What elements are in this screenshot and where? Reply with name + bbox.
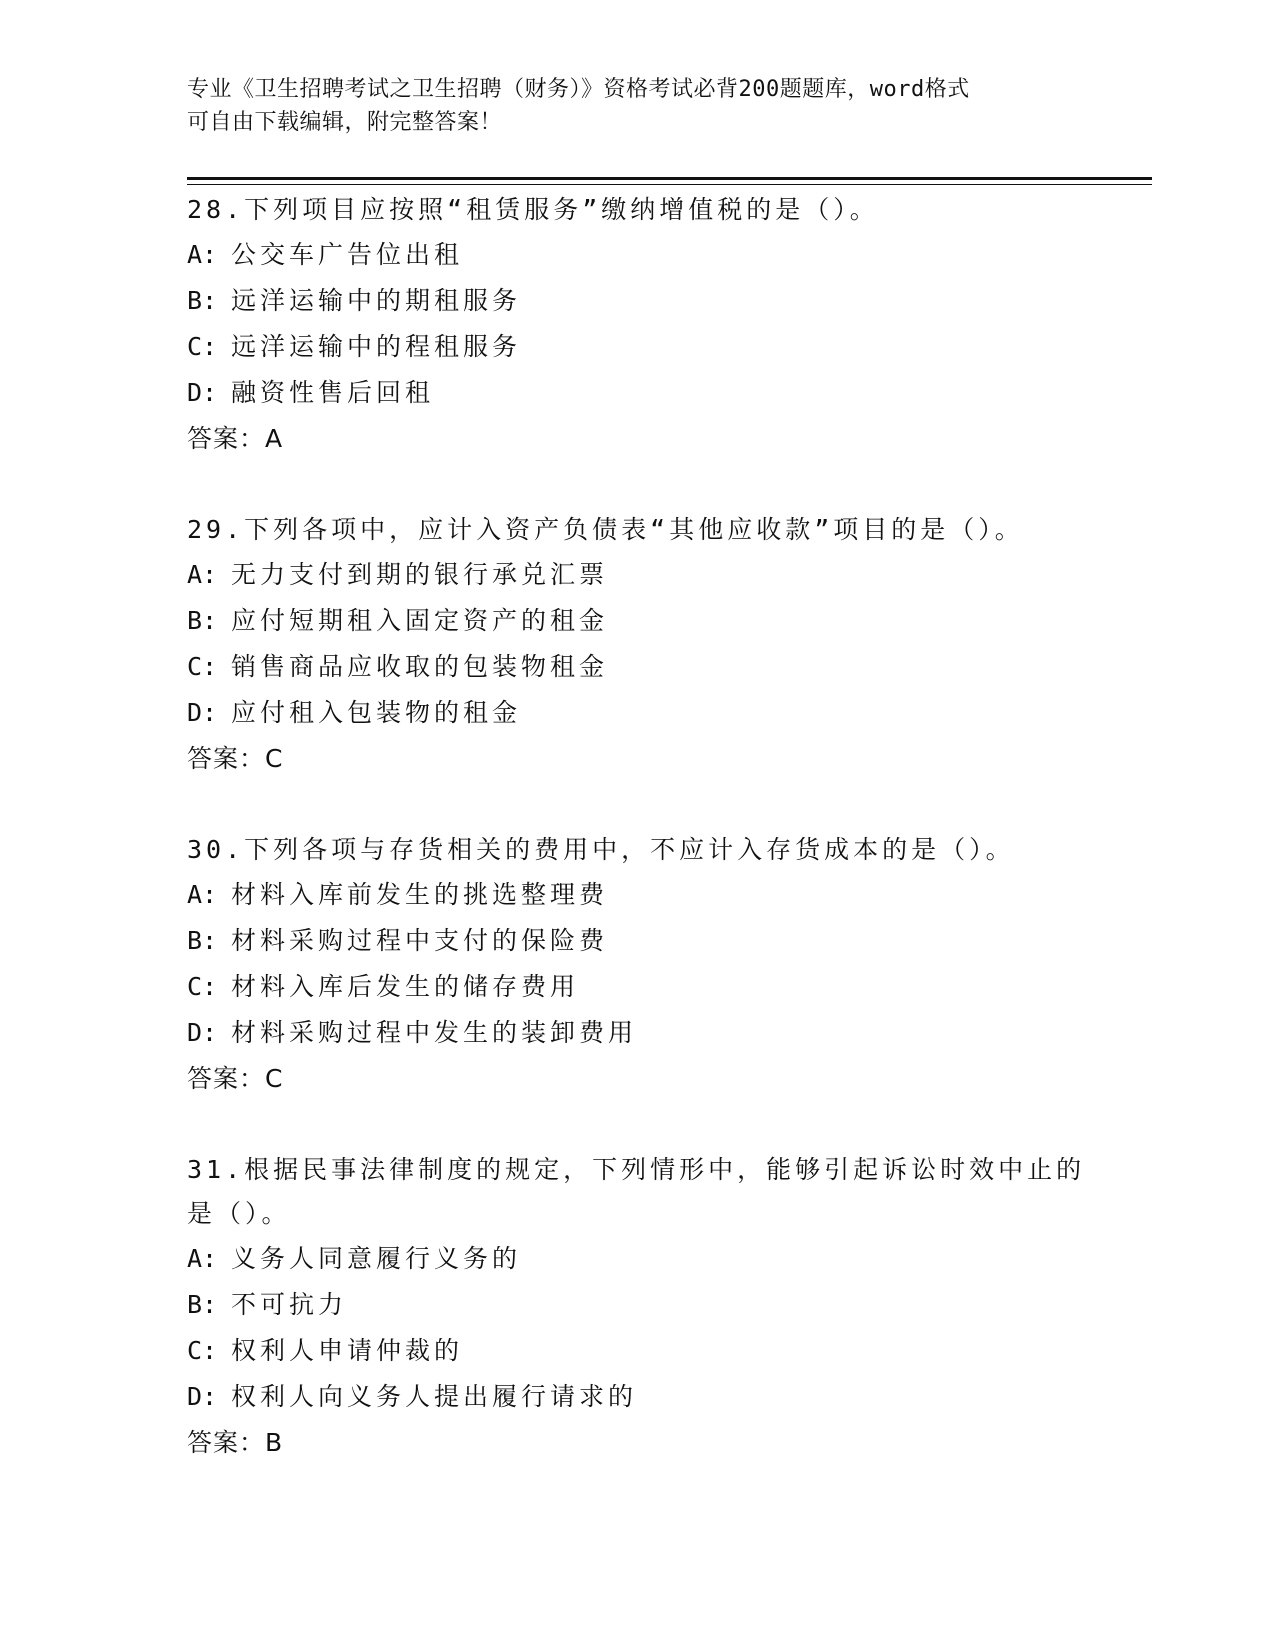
option-text: 无力支付到期的银行承兑汇票 [231,560,609,589]
option-letter: B: [187,926,218,955]
question-30 [187,828,1087,1102]
option-text: 不可抗力 [231,1290,348,1319]
option-text: 销售商品应收取的包装物租金 [231,652,609,681]
option-letter: D: [187,1382,218,1411]
option-a [187,872,1087,918]
question-stem: 30.下列各项与存货相关的费用中，不应计入存货成本的是（）。 [187,835,1015,864]
option-letter: B: [187,606,218,635]
answer-line: 答案：C [187,744,284,773]
header-line-2: 可自由下载编辑，附完整答案！ [187,110,503,135]
option-d [187,370,1087,416]
option-text: 融资性售后回租 [231,378,435,407]
option-b [187,598,1087,644]
option-letter: A: [187,1244,218,1273]
option-letter: C: [187,972,218,1001]
option-a [187,1236,1087,1282]
option-letter: A: [187,560,218,589]
option-letter: B: [187,1290,218,1319]
option-letter: A: [187,880,218,909]
option-text: 远洋运输中的期租服务 [231,286,522,315]
question-stem: 29.下列各项中，应计入资产负债表“其他应收款”项目的是（）。 [187,515,1024,544]
option-text: 权利人申请仲裁的 [231,1336,464,1365]
header-divider-thick [187,177,1152,180]
option-d [187,690,1087,736]
header-divider-thin [187,184,1152,185]
option-d [187,1374,1087,1420]
option-letter: D: [187,378,218,407]
option-letter: D: [187,698,218,727]
option-text: 材料采购过程中发生的装卸费用 [231,1018,638,1047]
question-28 [187,188,1087,462]
option-text: 应付租入包装物的租金 [231,698,522,727]
option-a [187,232,1087,278]
option-c [187,964,1087,1010]
option-letter: B: [187,286,218,315]
document-header [187,73,1087,139]
option-text: 材料入库前发生的挑选整理费 [231,880,609,909]
answer-line: 答案：C [187,1064,284,1093]
option-d [187,1010,1087,1056]
option-text: 远洋运输中的程租服务 [231,332,522,361]
option-b [187,1282,1087,1328]
question-29 [187,508,1087,782]
option-c [187,644,1087,690]
option-letter: C: [187,652,218,681]
option-b [187,918,1087,964]
header-line-1: 专业《卫生招聘考试之卫生招聘（财务）》资格考试必背200题题库，word格式 [187,77,970,102]
question-stem: 28.下列项目应按照“租赁服务”缴纳增值税的是（）。 [187,195,879,224]
option-c [187,324,1087,370]
option-letter: C: [187,1336,218,1365]
option-letter: D: [187,1018,218,1047]
option-b [187,278,1087,324]
option-text: 公交车广告位出租 [231,240,464,269]
option-text: 义务人同意履行义务的 [231,1244,522,1273]
option-letter: C: [187,332,218,361]
question-31 [187,1148,1087,1466]
option-text: 权利人向义务人提出履行请求的 [231,1382,638,1411]
option-text: 应付短期租入固定资产的租金 [231,606,609,635]
option-c [187,1328,1087,1374]
option-letter: A: [187,240,218,269]
option-a [187,552,1087,598]
option-text: 材料入库后发生的储存费用 [231,972,580,1001]
answer-line: 答案：A [187,424,284,453]
question-stem: 31.根据民事法律制度的规定，下列情形中，能够引起诉讼时效中止的是（）。 [187,1155,1086,1228]
answer-line: 答案：B [187,1428,284,1457]
option-text: 材料采购过程中支付的保险费 [231,926,609,955]
